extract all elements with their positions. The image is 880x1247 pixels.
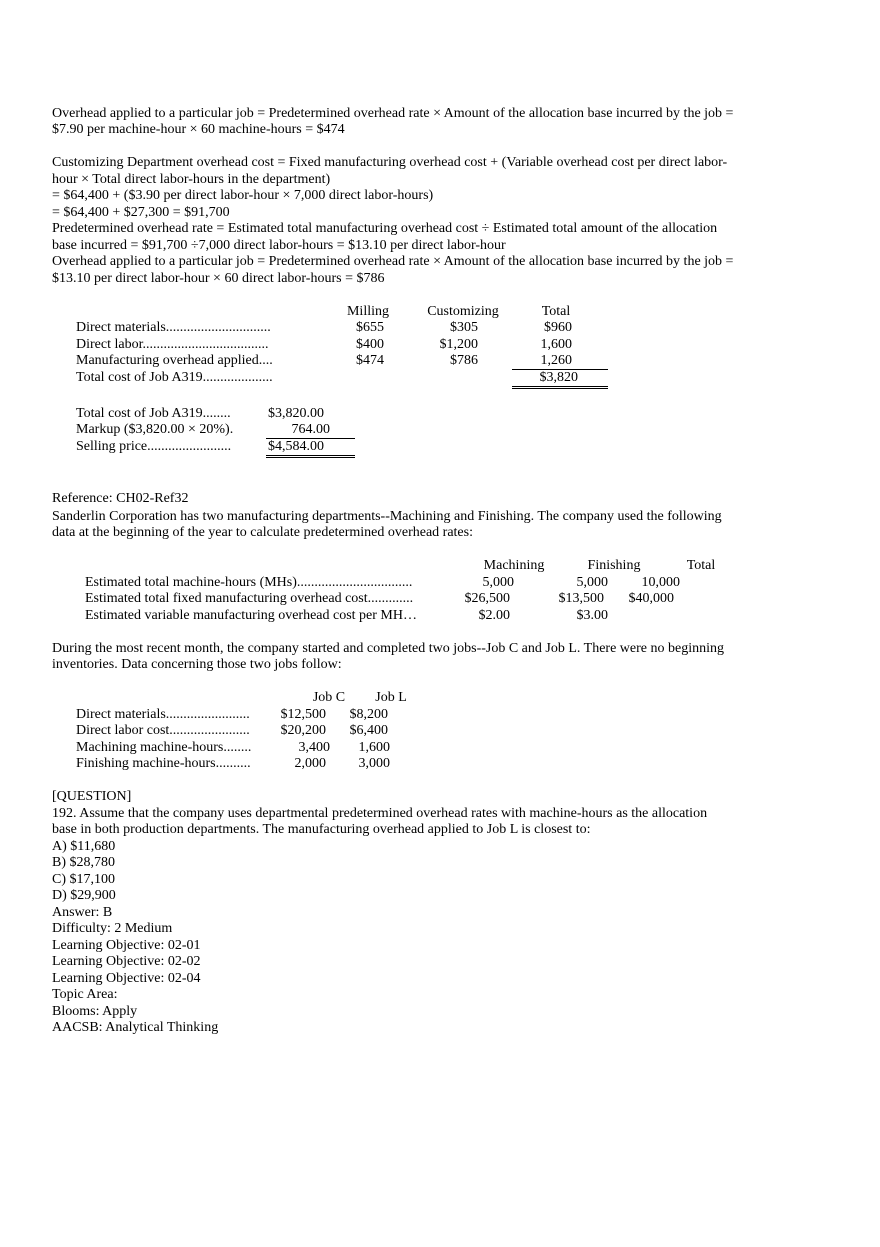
- cell-job-c: 3,400: [298, 740, 330, 755]
- cell-milling: $655: [356, 320, 384, 335]
- answer-option-b: B) $28,780: [52, 855, 115, 870]
- row-label: Finishing machine-hours..........: [76, 756, 251, 771]
- text-line: Overhead applied to a particular job = Predetermined overhead rate × Amount of the allocation base incurred by the job =: [52, 106, 734, 121]
- text-line: $13.10 per direct labor-hour × 60 direct labor-hours = $786: [52, 271, 385, 286]
- column-header: Job C: [312, 690, 346, 705]
- cell-machining: $2.00: [478, 608, 510, 623]
- cell-customizing: $786: [450, 353, 478, 368]
- row-label: Total cost of Job A319....................: [76, 370, 273, 385]
- cell-job-l: $6,400: [349, 723, 388, 738]
- column-header: Total: [541, 304, 571, 319]
- cell-total: $3,820: [539, 370, 578, 385]
- text-line: Predetermined overhead rate = Estimated total manufacturing overhead cost ÷ Estimated total amount of the allocation: [52, 221, 718, 236]
- question-text: base in both production departments. The manufacturing overhead applied to Job L is closest to:: [52, 822, 591, 837]
- difficulty: Difficulty: 2 Medium: [52, 921, 173, 936]
- row-label: Total cost of Job A319........: [76, 406, 231, 421]
- cell-customizing: $1,200: [439, 337, 478, 352]
- cell-finishing: $13,500: [558, 591, 604, 606]
- answer-option-d: D) $29,900: [52, 888, 116, 903]
- cell-total: 10,000: [641, 575, 680, 590]
- text-line: inventories. Data concerning those two jobs follow:: [52, 657, 342, 672]
- answer-option-c: C) $17,100: [52, 872, 115, 887]
- row-label: Machining machine-hours........: [76, 740, 252, 755]
- text-line: data at the beginning of the year to calculate predetermined overhead rates:: [52, 525, 473, 540]
- reference-id: Reference: CH02-Ref32: [52, 491, 189, 506]
- text-line: base incurred = $91,700 ÷7,000 direct labor-hours = $13.10 per direct labor-hour: [52, 238, 506, 253]
- text-line: = $64,400 + $27,300 = $91,700: [52, 205, 230, 220]
- topic-area: Topic Area:: [52, 987, 118, 1002]
- cell-job-c: 2,000: [294, 756, 326, 771]
- column-header: Customizing: [427, 304, 499, 319]
- cell-value: $4,584.00: [268, 439, 324, 454]
- cell-total: 1,600: [540, 337, 572, 352]
- cell-total: $960: [544, 320, 572, 335]
- answer-key: Answer: B: [52, 905, 113, 920]
- cell-job-l: 3,000: [358, 756, 390, 771]
- cell-value: 764.00: [291, 422, 330, 437]
- row-label: Direct materials..............................: [76, 320, 271, 335]
- cell-milling: $474: [356, 353, 384, 368]
- cell-job-c: $20,200: [280, 723, 326, 738]
- learning-objective: Learning Objective: 02-02: [52, 954, 201, 969]
- question-tag: [QUESTION]: [52, 789, 132, 804]
- cell-finishing: 5,000: [576, 575, 608, 590]
- cell-customizing: $305: [450, 320, 478, 335]
- blooms: Blooms: Apply: [52, 1004, 138, 1019]
- total-double-rule: [266, 455, 355, 458]
- text-line: Overhead applied to a particular job = Predetermined overhead rate × Amount of the allocation base incurred by the job =: [52, 254, 734, 269]
- column-header: Milling: [346, 304, 389, 319]
- row-label: Markup ($3,820.00 × 20%).: [76, 422, 234, 437]
- column-header: Total: [686, 558, 716, 573]
- text-line: = $64,400 + ($3.90 per direct labor-hour × 7,000 direct labor-hours): [52, 188, 434, 203]
- cell-milling: $400: [356, 337, 384, 352]
- row-label: Manufacturing overhead applied....: [76, 353, 273, 368]
- row-label: Estimated total fixed manufacturing overhead cost.............: [85, 591, 414, 606]
- cell-total: 1,260: [540, 353, 572, 368]
- learning-objective: Learning Objective: 02-01: [52, 938, 201, 953]
- row-label: Estimated total machine-hours (MHs).................................: [85, 575, 413, 590]
- row-label: Direct labor cost.......................: [76, 723, 250, 738]
- question-text: 192. Assume that the company uses departmental predetermined overhead rates with machine-hours as the allocation: [52, 806, 708, 821]
- row-label: Selling price........................: [76, 439, 232, 454]
- text-line: Sanderlin Corporation has two manufacturing departments--Machining and Finishing. The company used the following: [52, 509, 722, 524]
- cell-job-l: $8,200: [349, 707, 388, 722]
- learning-objective: Learning Objective: 02-04: [52, 971, 201, 986]
- cell-job-c: $12,500: [280, 707, 326, 722]
- row-label: Direct materials........................: [76, 707, 250, 722]
- cell-job-l: 1,600: [358, 740, 390, 755]
- text-line: $7.90 per machine-hour × 60 machine-hours = $474: [52, 122, 345, 137]
- answer-option-a: A) $11,680: [52, 839, 116, 854]
- column-header: Finishing: [587, 558, 641, 573]
- cell-machining: 5,000: [482, 575, 514, 590]
- column-header: Job L: [375, 690, 407, 705]
- text-line: Customizing Department overhead cost = Fixed manufacturing overhead cost + (Variable overhead cost per direct labor-: [52, 155, 728, 170]
- cell-finishing: $3.00: [576, 608, 608, 623]
- column-header: Machining: [483, 558, 545, 573]
- text-line: During the most recent month, the company started and completed two jobs--Job C and Job L. There were no beginning: [52, 641, 724, 656]
- row-label: Direct labor....................................: [76, 337, 269, 352]
- total-double-rule: [512, 386, 608, 389]
- text-line: hour × Total direct labor-hours in the department): [52, 172, 331, 187]
- cell-value: $3,820.00: [268, 406, 324, 421]
- row-label: Estimated variable manufacturing overhead cost per MH…: [85, 608, 417, 623]
- cell-total: $40,000: [628, 591, 674, 606]
- aacsb: AACSB: Analytical Thinking: [52, 1020, 219, 1035]
- cell-machining: $26,500: [464, 591, 510, 606]
